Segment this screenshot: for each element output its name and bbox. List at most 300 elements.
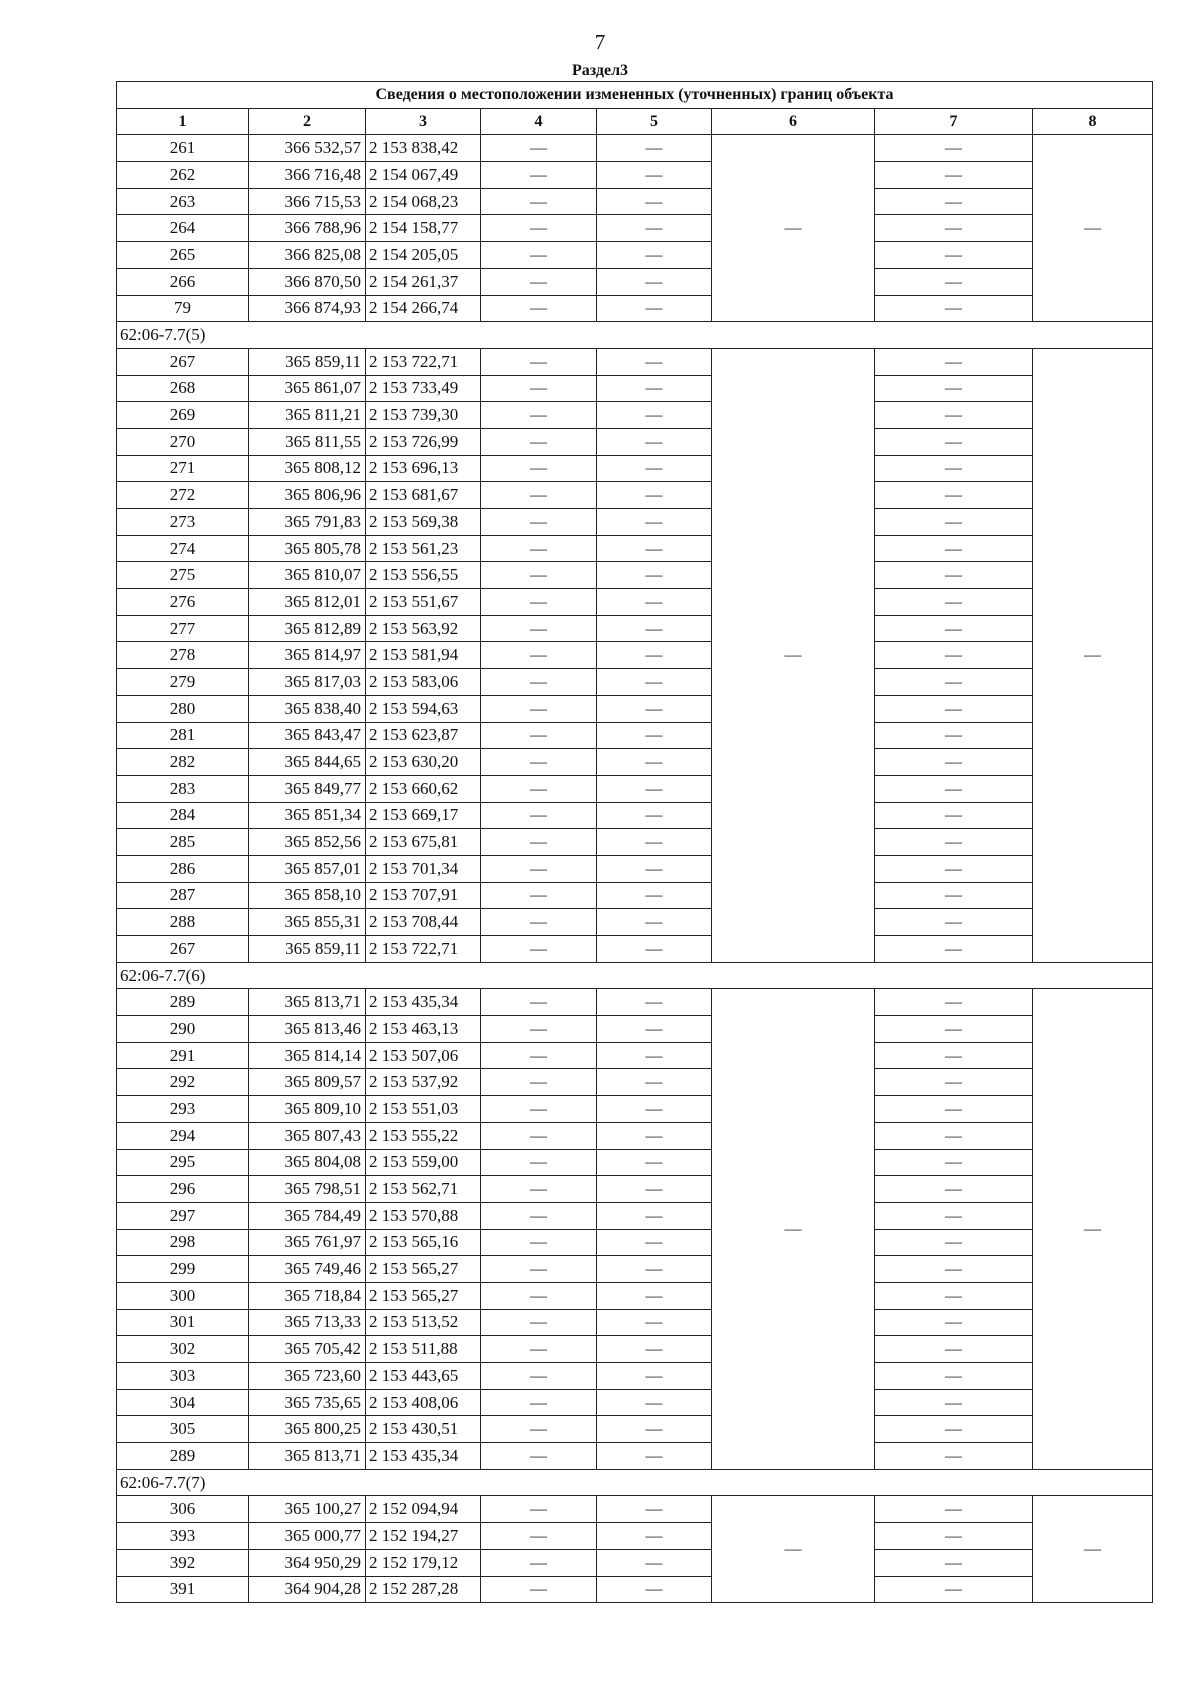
point-number-cell: 269: [117, 402, 249, 429]
table-row: [117, 1149, 1153, 1176]
point-number-cell: 273: [117, 509, 249, 536]
col4-cell: —: [481, 1229, 597, 1256]
col5-cell: —: [597, 882, 712, 909]
col5-cell: —: [597, 909, 712, 936]
coord-y-cell: 2 152 194,27: [366, 1523, 481, 1550]
table-row: [117, 509, 1153, 536]
col7-cell: —: [875, 455, 1033, 482]
col4-cell: —: [481, 1309, 597, 1336]
coord-y-cell: 2 153 594,63: [366, 695, 481, 722]
point-number-cell: 272: [117, 482, 249, 509]
col5-cell: —: [597, 1416, 712, 1443]
col4-cell: —: [481, 135, 597, 162]
coord-y-cell: 2 153 722,71: [366, 936, 481, 963]
col5-cell: —: [597, 242, 712, 269]
col4-cell: —: [481, 909, 597, 936]
coord-y-cell: 2 153 551,67: [366, 589, 481, 616]
coord-y-cell: 2 153 565,16: [366, 1229, 481, 1256]
col5-cell: —: [597, 215, 712, 242]
col5-cell: —: [597, 829, 712, 856]
col7-cell: —: [875, 562, 1033, 589]
coord-x-cell: 365 814,97: [249, 642, 366, 669]
col5-cell: —: [597, 642, 712, 669]
point-number-cell: 285: [117, 829, 249, 856]
coord-x-cell: 364 950,29: [249, 1549, 366, 1576]
table-row: [117, 268, 1153, 295]
coord-x-cell: 365 813,71: [249, 989, 366, 1016]
col5-cell: —: [597, 135, 712, 162]
coord-x-cell: 366 874,93: [249, 295, 366, 322]
col5-cell: —: [597, 428, 712, 455]
coord-y-cell: 2 154 205,05: [366, 242, 481, 269]
coord-y-cell: 2 153 739,30: [366, 402, 481, 429]
point-number-cell: 391: [117, 1576, 249, 1603]
coord-x-cell: 365 718,84: [249, 1282, 366, 1309]
table-body: [117, 135, 1153, 1603]
table-row: [117, 802, 1153, 829]
col7-cell: —: [875, 1523, 1033, 1550]
col4-cell: —: [481, 295, 597, 322]
point-number-cell: 393: [117, 1523, 249, 1550]
coord-y-cell: 2 153 623,87: [366, 722, 481, 749]
col7-cell: —: [875, 909, 1033, 936]
col5-cell: —: [597, 589, 712, 616]
col4-cell: —: [481, 1496, 597, 1523]
col7-cell: —: [875, 1282, 1033, 1309]
coord-y-cell: 2 153 507,06: [366, 1042, 481, 1069]
table-row: [117, 562, 1153, 589]
table-row: [117, 1523, 1153, 1550]
col7-cell: —: [875, 989, 1033, 1016]
col7-cell: —: [875, 1069, 1033, 1096]
table-row: [117, 162, 1153, 189]
group-label: 62:06-7.7(7): [117, 1469, 1153, 1496]
table-row: [117, 909, 1153, 936]
coord-x-cell: 364 904,28: [249, 1576, 366, 1603]
col5-cell: —: [597, 669, 712, 696]
table-row: [117, 1309, 1153, 1336]
point-number-cell: 274: [117, 535, 249, 562]
col6-merged-cell: —: [712, 348, 875, 962]
coord-x-cell: 365 705,42: [249, 1336, 366, 1363]
coord-x-cell: 365 812,89: [249, 615, 366, 642]
col6-merged-cell: —: [712, 135, 875, 322]
point-number-cell: 276: [117, 589, 249, 616]
coord-x-cell: 365 859,11: [249, 348, 366, 375]
col7-cell: —: [875, 936, 1033, 963]
col5-cell: —: [597, 1523, 712, 1550]
col5-cell: —: [597, 775, 712, 802]
col4-cell: —: [481, 1576, 597, 1603]
coord-x-cell: 365 810,07: [249, 562, 366, 589]
col4-cell: —: [481, 669, 597, 696]
point-number-cell: 289: [117, 989, 249, 1016]
col4-cell: —: [481, 642, 597, 669]
point-number-cell: 301: [117, 1309, 249, 1336]
coord-y-cell: 2 154 068,23: [366, 188, 481, 215]
coord-y-cell: 2 152 179,12: [366, 1549, 481, 1576]
col7-cell: —: [875, 215, 1033, 242]
col4-cell: —: [481, 589, 597, 616]
column-header-3: 3: [366, 108, 481, 135]
col5-cell: —: [597, 402, 712, 429]
table-row: [117, 1042, 1153, 1069]
col4-cell: —: [481, 1256, 597, 1283]
point-number-cell: 291: [117, 1042, 249, 1069]
col5-cell: —: [597, 802, 712, 829]
col7-cell: —: [875, 428, 1033, 455]
point-number-cell: 261: [117, 135, 249, 162]
column-header-5: 5: [597, 108, 712, 135]
point-number-cell: 295: [117, 1149, 249, 1176]
point-number-cell: 263: [117, 188, 249, 215]
col7-cell: —: [875, 1149, 1033, 1176]
coord-x-cell: 365 844,65: [249, 749, 366, 776]
col4-cell: —: [481, 188, 597, 215]
point-number-cell: 79: [117, 295, 249, 322]
coord-y-cell: 2 153 565,27: [366, 1256, 481, 1283]
coord-y-cell: 2 153 559,00: [366, 1149, 481, 1176]
col4-cell: —: [481, 695, 597, 722]
col7-cell: —: [875, 268, 1033, 295]
coord-y-cell: 2 153 561,23: [366, 535, 481, 562]
coord-x-cell: 365 808,12: [249, 455, 366, 482]
table-row: [117, 1416, 1153, 1443]
col7-cell: —: [875, 162, 1033, 189]
col4-cell: —: [481, 989, 597, 1016]
col5-cell: —: [597, 989, 712, 1016]
coord-x-cell: 365 000,77: [249, 1523, 366, 1550]
col5-cell: —: [597, 375, 712, 402]
coord-x-cell: 365 805,78: [249, 535, 366, 562]
coord-y-cell: 2 154 067,49: [366, 162, 481, 189]
coord-y-cell: 2 153 726,99: [366, 428, 481, 455]
point-number-cell: 268: [117, 375, 249, 402]
col7-cell: —: [875, 1309, 1033, 1336]
column-header-6: 6: [712, 108, 875, 135]
col7-cell: —: [875, 535, 1033, 562]
col5-cell: —: [597, 455, 712, 482]
point-number-cell: 294: [117, 1122, 249, 1149]
point-number-cell: 302: [117, 1336, 249, 1363]
col4-cell: —: [481, 1363, 597, 1390]
page-number: 7: [594, 30, 606, 54]
table-row: [117, 1389, 1153, 1416]
coord-x-cell: 365 843,47: [249, 722, 366, 749]
table-row: [117, 428, 1153, 455]
coord-x-cell: 365 100,27: [249, 1496, 366, 1523]
coord-x-cell: 365 735,65: [249, 1389, 366, 1416]
coord-x-cell: 365 861,07: [249, 375, 366, 402]
coord-x-cell: 366 788,96: [249, 215, 366, 242]
table-row: [117, 1122, 1153, 1149]
table-row: [117, 135, 1153, 162]
coord-x-cell: 365 855,31: [249, 909, 366, 936]
col4-cell: —: [481, 242, 597, 269]
table-row: [117, 775, 1153, 802]
col6-merged-cell: —: [712, 1496, 875, 1603]
col4-cell: —: [481, 615, 597, 642]
col7-cell: —: [875, 1042, 1033, 1069]
coord-y-cell: 2 153 733,49: [366, 375, 481, 402]
point-number-cell: 288: [117, 909, 249, 936]
coord-y-cell: 2 153 570,88: [366, 1202, 481, 1229]
col4-cell: —: [481, 375, 597, 402]
point-number-cell: 284: [117, 802, 249, 829]
col7-cell: —: [875, 1096, 1033, 1123]
table-row: [117, 1096, 1153, 1123]
col4-cell: —: [481, 722, 597, 749]
col7-cell: —: [875, 749, 1033, 776]
point-number-cell: 300: [117, 1282, 249, 1309]
table-row: [117, 669, 1153, 696]
col7-cell: —: [875, 1496, 1033, 1523]
col5-cell: —: [597, 162, 712, 189]
col4-cell: —: [481, 1096, 597, 1123]
coord-y-cell: 2 154 158,77: [366, 215, 481, 242]
coord-y-cell: 2 153 463,13: [366, 1016, 481, 1043]
coord-x-cell: 365 814,14: [249, 1042, 366, 1069]
col5-cell: —: [597, 295, 712, 322]
table-row: [117, 1549, 1153, 1576]
col4-cell: —: [481, 455, 597, 482]
col7-cell: —: [875, 642, 1033, 669]
column-header-2: 2: [249, 108, 366, 135]
col7-cell: —: [875, 348, 1033, 375]
column-header-row: [117, 108, 1153, 135]
table-row: [117, 829, 1153, 856]
col5-cell: —: [597, 562, 712, 589]
coord-y-cell: 2 153 562,71: [366, 1176, 481, 1203]
coord-y-cell: 2 153 435,34: [366, 989, 481, 1016]
coord-y-cell: 2 153 701,34: [366, 855, 481, 882]
coord-y-cell: 2 153 430,51: [366, 1416, 481, 1443]
point-number-cell: 266: [117, 268, 249, 295]
point-number-cell: 262: [117, 162, 249, 189]
col7-cell: —: [875, 775, 1033, 802]
table-row: [117, 348, 1153, 375]
col5-cell: —: [597, 936, 712, 963]
col5-cell: —: [597, 1069, 712, 1096]
coord-y-cell: 2 153 696,13: [366, 455, 481, 482]
col4-cell: —: [481, 1336, 597, 1363]
col4-cell: —: [481, 348, 597, 375]
col4-cell: —: [481, 775, 597, 802]
table-row: [117, 1282, 1153, 1309]
col5-cell: —: [597, 1229, 712, 1256]
coord-y-cell: 2 153 435,34: [366, 1443, 481, 1470]
col7-cell: —: [875, 615, 1033, 642]
coord-x-cell: 365 804,08: [249, 1149, 366, 1176]
point-number-cell: 305: [117, 1416, 249, 1443]
col7-cell: —: [875, 402, 1033, 429]
point-number-cell: 267: [117, 936, 249, 963]
col7-cell: —: [875, 1202, 1033, 1229]
col5-cell: —: [597, 855, 712, 882]
table-row: [117, 1016, 1153, 1043]
col5-cell: —: [597, 1363, 712, 1390]
coord-x-cell: 365 809,57: [249, 1069, 366, 1096]
table-row: [117, 215, 1153, 242]
coord-y-cell: 2 153 551,03: [366, 1096, 481, 1123]
col5-cell: —: [597, 1576, 712, 1603]
col4-cell: —: [481, 855, 597, 882]
col7-cell: —: [875, 1389, 1033, 1416]
coord-x-cell: 365 817,03: [249, 669, 366, 696]
col8-merged-cell: —: [1033, 1496, 1153, 1603]
coord-y-cell: 2 153 511,88: [366, 1336, 481, 1363]
coord-y-cell: 2 152 287,28: [366, 1576, 481, 1603]
col7-cell: —: [875, 242, 1033, 269]
coord-x-cell: 365 811,21: [249, 402, 366, 429]
coord-x-cell: 365 852,56: [249, 829, 366, 856]
group-label: 62:06-7.7(5): [117, 322, 1153, 349]
col7-cell: —: [875, 1336, 1033, 1363]
coord-x-cell: 365 857,01: [249, 855, 366, 882]
col5-cell: —: [597, 268, 712, 295]
point-number-cell: 306: [117, 1496, 249, 1523]
table-row: [117, 989, 1153, 1016]
col4-cell: —: [481, 829, 597, 856]
coord-x-cell: 365 813,46: [249, 1016, 366, 1043]
col7-cell: —: [875, 1016, 1033, 1043]
point-number-cell: 282: [117, 749, 249, 776]
col7-cell: —: [875, 882, 1033, 909]
coord-y-cell: 2 153 708,44: [366, 909, 481, 936]
col5-cell: —: [597, 1496, 712, 1523]
col7-cell: —: [875, 1176, 1033, 1203]
coord-x-cell: 365 813,71: [249, 1443, 366, 1470]
table-row: [117, 855, 1153, 882]
coord-x-cell: 365 858,10: [249, 882, 366, 909]
coord-x-cell: 366 825,08: [249, 242, 366, 269]
col5-cell: —: [597, 1309, 712, 1336]
col4-cell: —: [481, 509, 597, 536]
table-row: [117, 482, 1153, 509]
coord-x-cell: 365 809,10: [249, 1096, 366, 1123]
col5-cell: —: [597, 1122, 712, 1149]
coord-x-cell: 365 849,77: [249, 775, 366, 802]
col7-cell: —: [875, 855, 1033, 882]
col7-cell: —: [875, 509, 1033, 536]
coord-y-cell: 2 153 838,42: [366, 135, 481, 162]
column-header-4: 4: [481, 108, 597, 135]
coord-y-cell: 2 153 408,06: [366, 1389, 481, 1416]
table-row: [117, 695, 1153, 722]
col5-cell: —: [597, 1096, 712, 1123]
table-row: [117, 1229, 1153, 1256]
point-number-cell: 281: [117, 722, 249, 749]
point-number-cell: 299: [117, 1256, 249, 1283]
point-number-cell: 271: [117, 455, 249, 482]
coord-y-cell: 2 152 094,94: [366, 1496, 481, 1523]
col4-cell: —: [481, 749, 597, 776]
point-number-cell: 287: [117, 882, 249, 909]
col4-cell: —: [481, 535, 597, 562]
col8-merged-cell: —: [1033, 989, 1153, 1469]
table-row: [117, 1256, 1153, 1283]
table-row: [117, 642, 1153, 669]
point-number-cell: 275: [117, 562, 249, 589]
col4-cell: —: [481, 562, 597, 589]
col5-cell: —: [597, 1202, 712, 1229]
col4-cell: —: [481, 428, 597, 455]
point-number-cell: 267: [117, 348, 249, 375]
coord-x-cell: 365 851,34: [249, 802, 366, 829]
col7-cell: —: [875, 1576, 1033, 1603]
coord-y-cell: 2 153 565,27: [366, 1282, 481, 1309]
table-row: [117, 402, 1153, 429]
table-row: [117, 589, 1153, 616]
coord-y-cell: 2 153 707,91: [366, 882, 481, 909]
col4-cell: —: [481, 162, 597, 189]
col7-cell: —: [875, 1256, 1033, 1283]
col5-cell: —: [597, 188, 712, 215]
col5-cell: —: [597, 1016, 712, 1043]
col4-cell: —: [481, 1149, 597, 1176]
coord-y-cell: 2 153 722,71: [366, 348, 481, 375]
table-row: [117, 749, 1153, 776]
point-number-cell: 289: [117, 1443, 249, 1470]
col5-cell: —: [597, 1176, 712, 1203]
point-number-cell: 304: [117, 1389, 249, 1416]
coord-y-cell: 2 153 581,94: [366, 642, 481, 669]
coord-y-cell: 2 154 266,74: [366, 295, 481, 322]
col5-cell: —: [597, 1443, 712, 1470]
col5-cell: —: [597, 1282, 712, 1309]
col7-cell: —: [875, 1416, 1033, 1443]
coord-x-cell: 365 791,83: [249, 509, 366, 536]
point-number-cell: 280: [117, 695, 249, 722]
col7-cell: —: [875, 589, 1033, 616]
table-row: [117, 375, 1153, 402]
col5-cell: —: [597, 722, 712, 749]
table-row: [117, 1496, 1153, 1523]
col4-cell: —: [481, 215, 597, 242]
col5-cell: —: [597, 1389, 712, 1416]
col5-cell: —: [597, 482, 712, 509]
section-label: Раздел3: [571, 62, 629, 79]
col7-cell: —: [875, 295, 1033, 322]
coord-x-cell: 365 859,11: [249, 936, 366, 963]
col4-cell: —: [481, 482, 597, 509]
col4-cell: —: [481, 268, 597, 295]
point-number-cell: 283: [117, 775, 249, 802]
coord-x-cell: 365 749,46: [249, 1256, 366, 1283]
group-label: 62:06-7.7(6): [117, 962, 1153, 989]
col7-cell: —: [875, 802, 1033, 829]
coord-y-cell: 2 153 556,55: [366, 562, 481, 589]
col5-cell: —: [597, 509, 712, 536]
coord-x-cell: 366 870,50: [249, 268, 366, 295]
coord-y-cell: 2 153 660,62: [366, 775, 481, 802]
col8-merged-cell: —: [1033, 135, 1153, 322]
coord-x-cell: 365 812,01: [249, 589, 366, 616]
coord-x-cell: 365 800,25: [249, 1416, 366, 1443]
table-row: [117, 1443, 1153, 1470]
point-number-cell: 296: [117, 1176, 249, 1203]
col5-cell: —: [597, 1149, 712, 1176]
coord-y-cell: 2 153 669,17: [366, 802, 481, 829]
point-number-cell: 278: [117, 642, 249, 669]
point-number-cell: 292: [117, 1069, 249, 1096]
col4-cell: —: [481, 802, 597, 829]
table-row: [117, 535, 1153, 562]
col4-cell: —: [481, 1122, 597, 1149]
table-row: [117, 455, 1153, 482]
col4-cell: —: [481, 936, 597, 963]
col4-cell: —: [481, 1443, 597, 1470]
